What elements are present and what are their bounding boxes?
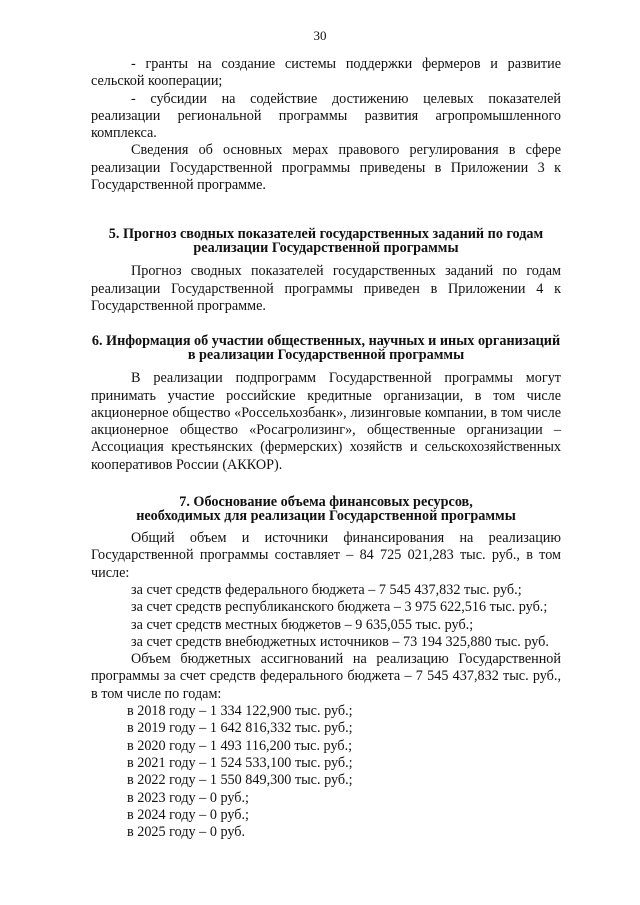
funding-source-item: за счет средств местных бюджетов – 9 635,055 тыс. руб.; <box>131 616 474 633</box>
intro-paragraph-grants: - гранты на создание системы поддержки фермеров и развитие сельской кооперации; <box>91 56 561 90</box>
yearly-allocation-item: в 2021 году – 1 524 533,100 тыс. руб.; <box>127 754 353 771</box>
yearly-allocation-item: в 2025 году – 0 руб. <box>127 824 246 841</box>
intro-paragraph-subsidies: - субсидии на содействие достижению целевых показателей реализации региональной программы развития агропромышленного комплекса. <box>91 90 561 142</box>
yearly-allocation-item: в 2020 году – 1 493 116,200 тыс. руб.; <box>127 737 353 754</box>
section-5-heading-line-2: реализации Государственной программы <box>193 240 459 257</box>
section-7-heading-line-2: необходимых для реализации Государственной программы <box>136 508 516 525</box>
yearly-allocation-item: в 2023 году – 0 руб.; <box>127 789 249 806</box>
section-5-heading <box>91 227 561 255</box>
yearly-allocation-item: в 2018 году – 1 334 122,900 тыс. руб.; <box>127 703 353 720</box>
funding-source-item: за счет средств республиканского бюджета – 3 975 622,516 тыс. руб.; <box>131 599 548 616</box>
page-number: 30 <box>313 28 327 43</box>
section-6-paragraph: В реализации подпрограмм Государственной программы могут принимать участие российские кредитные организации, в том числе акционерное общество «Россельхозбанк», лизинговые компании, в том числе акционерное общество «Росагролизинг», общественные организации – Ассоциация крестьянских (фермерских) хозяйств и сельскохозяйственных кооперативов России (АККОР). <box>91 370 561 473</box>
funding-source-item: за счет средств федерального бюджета – 7 545 437,832 тыс. руб.; <box>131 581 522 598</box>
yearly-allocation-item: в 2019 году – 1 642 816,332 тыс. руб.; <box>127 720 353 737</box>
intro-paragraph-legal-measures: Сведения об основных мерах правового регулирования в сфере реализации Государственной программы приведены в Приложении 3 к Государственной программе. <box>91 142 561 194</box>
section-7-heading <box>91 495 561 523</box>
section-5-heading-line-1: 5. Прогноз сводных показателей государственных заданий по годам <box>108 226 544 243</box>
funding-source-item: за счет средств внебюджетных источников – 73 194 325,880 тыс. руб. <box>131 633 549 650</box>
yearly-allocations-list <box>91 703 561 841</box>
section-7-total-paragraph: Общий объем и источники финансирования на реализацию Государственной программы составляет – 84 725 021,283 тыс. руб., в том числе: <box>91 530 561 581</box>
section-7-federal-paragraph: Объем бюджетных ассигнований на реализацию Государственной программы за счет средств федерального бюджета – 7 545 437,832 тыс. руб., в том числе по годам: <box>91 651 561 702</box>
section-5-paragraph: Прогноз сводных показателей государственных заданий по годам реализации Государственной программы приведен в Приложении 4 к Государственной программе. <box>91 263 561 314</box>
section-6-heading-line-2: в реализации Государственной программы <box>187 347 465 364</box>
section-7-heading-line-1: 7. Обоснование объема финансовых ресурсов, <box>179 494 473 511</box>
yearly-allocation-item: в 2024 году – 0 руб.; <box>127 806 249 823</box>
section-6-heading <box>91 334 561 362</box>
section-6-heading-line-1: 6. Информация об участии общественных, научных и иных организаций <box>91 333 561 350</box>
yearly-allocation-item: в 2022 году – 1 550 849,300 тыс. руб.; <box>127 772 353 789</box>
page-content <box>91 56 561 841</box>
funding-sources-list <box>91 582 561 651</box>
